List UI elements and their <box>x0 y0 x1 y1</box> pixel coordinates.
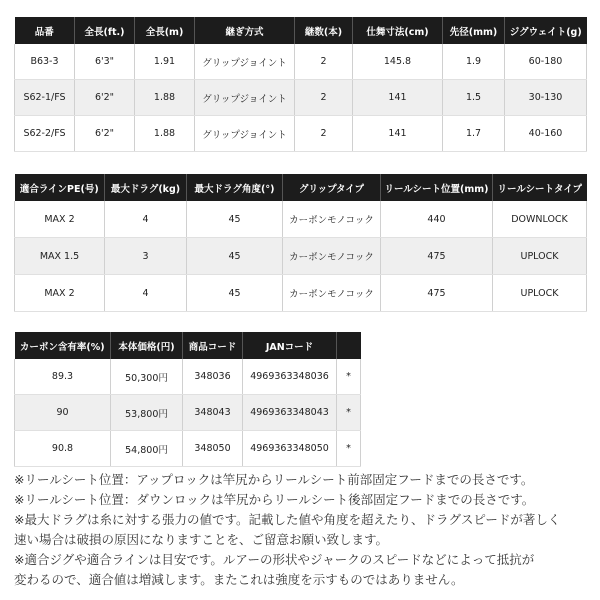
table-cell: グリップジョイント <box>195 80 295 116</box>
table-cell: 6'2" <box>75 80 135 116</box>
table-cell: 348043 <box>183 395 243 431</box>
table-row <box>15 275 587 312</box>
header-cell: 継ぎ方式 <box>195 17 295 44</box>
table-row <box>15 80 587 116</box>
table-cell: 30-130 <box>505 80 587 116</box>
header-cell: リールシート位置(mm) <box>381 174 493 201</box>
table-cell: 45 <box>187 238 283 275</box>
header-cell: 本体価格(円) <box>111 332 183 359</box>
table-cell: UPLOCK <box>493 275 587 312</box>
spec-table-dimensions <box>14 17 587 152</box>
table-cell: 1.88 <box>135 80 195 116</box>
table-cell: 54,800円 <box>111 431 183 467</box>
table-cell: 141 <box>353 116 443 152</box>
table-cell: 440 <box>381 201 493 238</box>
table-cell: 1.91 <box>135 44 195 80</box>
table-cell: 4969363348036 <box>243 359 337 395</box>
table-cell: 45 <box>187 201 283 238</box>
footnotes <box>14 470 594 590</box>
header-cell: 全長(m) <box>135 17 195 44</box>
table-cell: 60-180 <box>505 44 587 80</box>
header-cell: 品番 <box>15 17 75 44</box>
table-cell: グリップジョイント <box>195 116 295 152</box>
table-cell: 348036 <box>183 359 243 395</box>
table-cell: 3 <box>105 238 187 275</box>
table-row <box>15 238 587 275</box>
header-cell: ジグウェイト(g) <box>505 17 587 44</box>
table-cell: DOWNLOCK <box>493 201 587 238</box>
table-cell: カーボンモノコック <box>283 275 381 312</box>
table-cell: 6'2" <box>75 116 135 152</box>
header-cell: カーボン含有率(%) <box>15 332 111 359</box>
table-row <box>15 201 587 238</box>
table-cell: S62-2/FS <box>15 116 75 152</box>
header-cell: 継数(本) <box>295 17 353 44</box>
table-cell: 50,300円 <box>111 359 183 395</box>
table-cell: * <box>337 359 361 395</box>
table-cell: 1.88 <box>135 116 195 152</box>
table-cell: MAX 2 <box>15 275 105 312</box>
table-cell: 45 <box>187 275 283 312</box>
footnote-line: ※適合ジグや適合ラインは目安です。ルアーの形状やジャークのスピードなどによって抵抗が <box>14 552 535 567</box>
table-cell: B63-3 <box>15 44 75 80</box>
footnote-line: 速い場合は破損の原因になりますことを、ご留意お願い致します。 <box>14 532 389 547</box>
table-cell: 2 <box>295 80 353 116</box>
table-cell: 4 <box>105 201 187 238</box>
table-header-row <box>15 174 587 201</box>
header-cell: JANコード <box>243 332 337 359</box>
table-cell: 475 <box>381 275 493 312</box>
footnote-line: 変わるので、適合値は増減します。またこれは強度を示すものではありません。 <box>14 572 464 587</box>
table-cell: グリップジョイント <box>195 44 295 80</box>
table-row <box>15 395 361 431</box>
table-cell: 53,800円 <box>111 395 183 431</box>
table-cell: 90 <box>15 395 111 431</box>
table-row <box>15 431 361 467</box>
table-cell: カーボンモノコック <box>283 201 381 238</box>
table-cell: 348050 <box>183 431 243 467</box>
table-cell: 4969363348050 <box>243 431 337 467</box>
table-cell: S62-1/FS <box>15 80 75 116</box>
table-cell: 2 <box>295 116 353 152</box>
table-cell: 1.7 <box>443 116 505 152</box>
table-cell: MAX 2 <box>15 201 105 238</box>
table-cell: * <box>337 431 361 467</box>
table-cell: 4 <box>105 275 187 312</box>
header-cell: 全長(ft.) <box>75 17 135 44</box>
header-cell: リールシートタイプ <box>493 174 587 201</box>
spec-table-drag-and-grip <box>14 174 587 312</box>
header-cell: 先径(mm) <box>443 17 505 44</box>
footnote-line: ※最大ドラグは糸に対する張力の値です。記載した値や角度を超えたり、ドラグスピードが著しく <box>14 512 561 527</box>
footnote-line: ※リールシート位置：アップロックは竿尻からリールシート前部固定フードまでの長さです。 <box>14 472 534 487</box>
table-cell: 1.5 <box>443 80 505 116</box>
table-cell: 40-160 <box>505 116 587 152</box>
table-cell: 2 <box>295 44 353 80</box>
table-cell: 90.8 <box>15 431 111 467</box>
header-cell: グリップタイプ <box>283 174 381 201</box>
spec-table-price-and-codes <box>14 332 361 467</box>
table-row <box>15 359 361 395</box>
table-cell: * <box>337 395 361 431</box>
header-cell: 商品コード <box>183 332 243 359</box>
table-cell: MAX 1.5 <box>15 238 105 275</box>
header-cell: 最大ドラグ角度(°) <box>187 174 283 201</box>
table-row <box>15 44 587 80</box>
table-row <box>15 116 587 152</box>
table-header-row <box>15 332 361 359</box>
table-cell: 145.8 <box>353 44 443 80</box>
table-header-row <box>15 17 587 44</box>
table-cell: 89.3 <box>15 359 111 395</box>
footnote-line: ※リールシート位置：ダウンロックは竿尻からリールシート後部固定フードまでの長さです。 <box>14 492 535 507</box>
header-cell: 最大ドラグ(kg) <box>105 174 187 201</box>
table-cell: UPLOCK <box>493 238 587 275</box>
header-cell: 仕舞寸法(cm) <box>353 17 443 44</box>
table-cell: 4969363348043 <box>243 395 337 431</box>
table-cell: カーボンモノコック <box>283 238 381 275</box>
header-cell <box>337 332 361 359</box>
header-cell: 適合ラインPE(号) <box>15 174 105 201</box>
table-cell: 141 <box>353 80 443 116</box>
table-cell: 6'3" <box>75 44 135 80</box>
table-cell: 1.9 <box>443 44 505 80</box>
table-cell: 475 <box>381 238 493 275</box>
